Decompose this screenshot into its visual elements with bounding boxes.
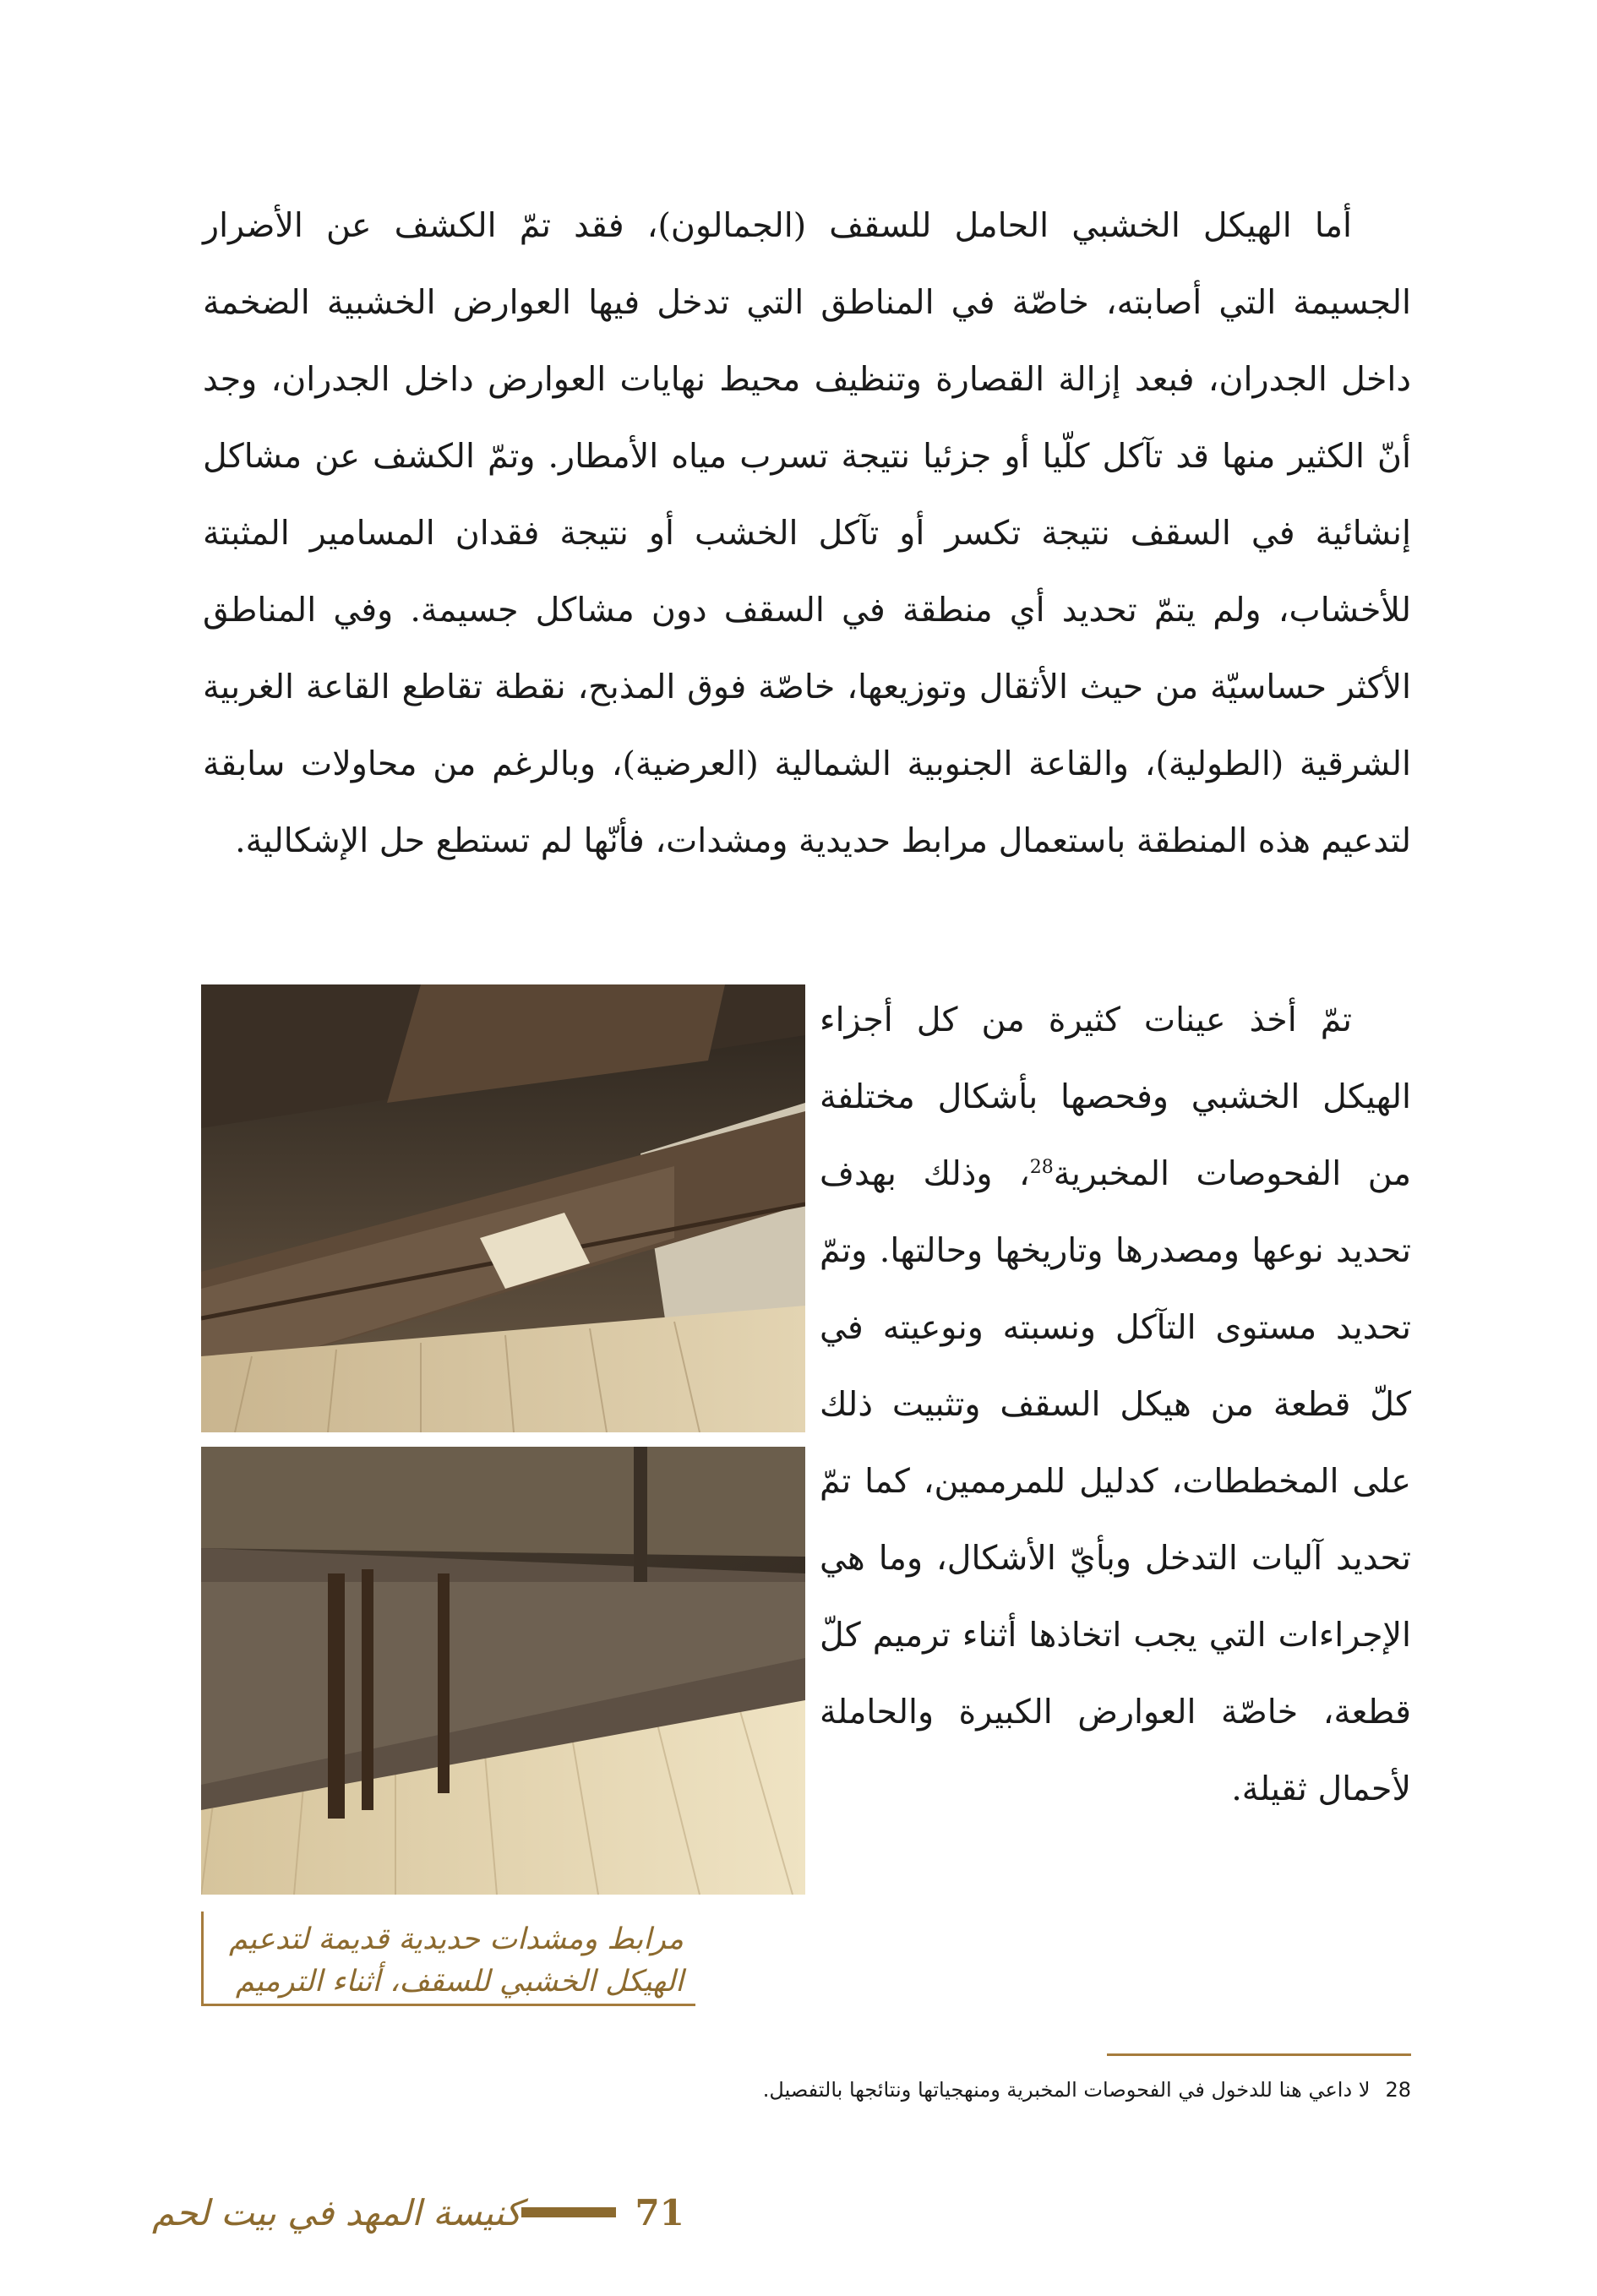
footnote-reference[interactable]: 28 bbox=[1029, 1156, 1054, 1178]
caption-line-1: مرابط ومشدات حديدية قديمة لتدعيم bbox=[229, 1922, 684, 1956]
paragraph-2-text-part-1: تمّ أخذ عينات كثيرة من كل أجزاء الهيكل الخشبي وفحصها بأشكال مختلفة من الفحوصات المخبرية bbox=[820, 1001, 1411, 1193]
figure-caption bbox=[201, 1912, 695, 2006]
page-footer bbox=[152, 2187, 703, 2238]
caption-line-2: الهيكل الخشبي للسقف، أثناء الترميم bbox=[235, 1965, 684, 1999]
footnote-number: 28 bbox=[1385, 2078, 1411, 2102]
footnote-text: لا داعي هنا للدخول في الفحوصات المخبرية ومنهجياتها ونتائجها بالتفصيل. bbox=[762, 2078, 1371, 2102]
paragraph-1-text: أما الهيكل الخشبي الحامل للسقف (الجمالون)، فقد تمّ الكشف عن الأضرار الجسيمة التي أصابته، خاصّة في المناطق التي تدخل فيها العوارض الخشبية الضخمة داخل الجدران، فبعد إزالة القصارة وتنظيف محيط نهايات العوارض داخل الجدران، وجد أنّ الكثير منها قد تآكل كلّيا أو جزئيا نتيجة تسرب مياه الأمطار. وتمّ الكشف عن مشاكل إنشائية في السقف نتيجة تكسر أو تآكل الخشب أو نتيجة فقدان المسامير المثبتة للأخشاب، ولم يتمّ تحديد أي منطقة في السقف دون مشاكل جسيمة. وفي المناطق الأكثر حساسيّة من حيث الأثقال وتوزيعها، خاصّة فوق المذبح، نقطة تقاطع القاعة الغربية الشرقية (الطولية)، والقاعة الجنوبية الشمالية (العرضية)، وبالرغم من محاولات سابقة لتدعيم هذه المنطقة باستعمال مرابط حديدية ومشدات، فأنّها لم تستطع حل الإشكالية. bbox=[203, 206, 1411, 860]
page-number: 71 bbox=[635, 2191, 684, 2233]
footnote bbox=[203, 2075, 1411, 2105]
roof-beams-photo-top-image bbox=[201, 984, 805, 1432]
book-title: كنيسة المهد في بيت لحم bbox=[152, 2191, 522, 2233]
roof-beams-photo-bottom bbox=[201, 1447, 805, 1895]
body-paragraph-1 bbox=[203, 188, 1411, 880]
footnote-divider bbox=[1107, 2053, 1411, 2056]
body-paragraph-2 bbox=[820, 982, 1411, 1828]
roof-beams-photo-top bbox=[201, 984, 805, 1432]
paragraph-2-text-part-2: ، وذلك بهدف تحديد نوعها ومصدرها وتاريخها وحالتها. وتمّ تحديد مستوى التآكل ونسبته ونوعيته في كلّ قطعة من هيكل السقف وتثبيت ذلك على المخططات، كدليل للمرممين، كما تمّ تحديد آليات التدخل وبأيّ الأشكال، وما هي الإجراءات التي يجب اتخاذها أثناء ترميم كلّ قطعة، خاصّة العوارض الكبيرة والحاملة لأحمال ثقيلة. bbox=[820, 1154, 1411, 1808]
footer-bar bbox=[521, 2207, 616, 2217]
roof-beams-photo-bottom-image bbox=[201, 1447, 805, 1895]
